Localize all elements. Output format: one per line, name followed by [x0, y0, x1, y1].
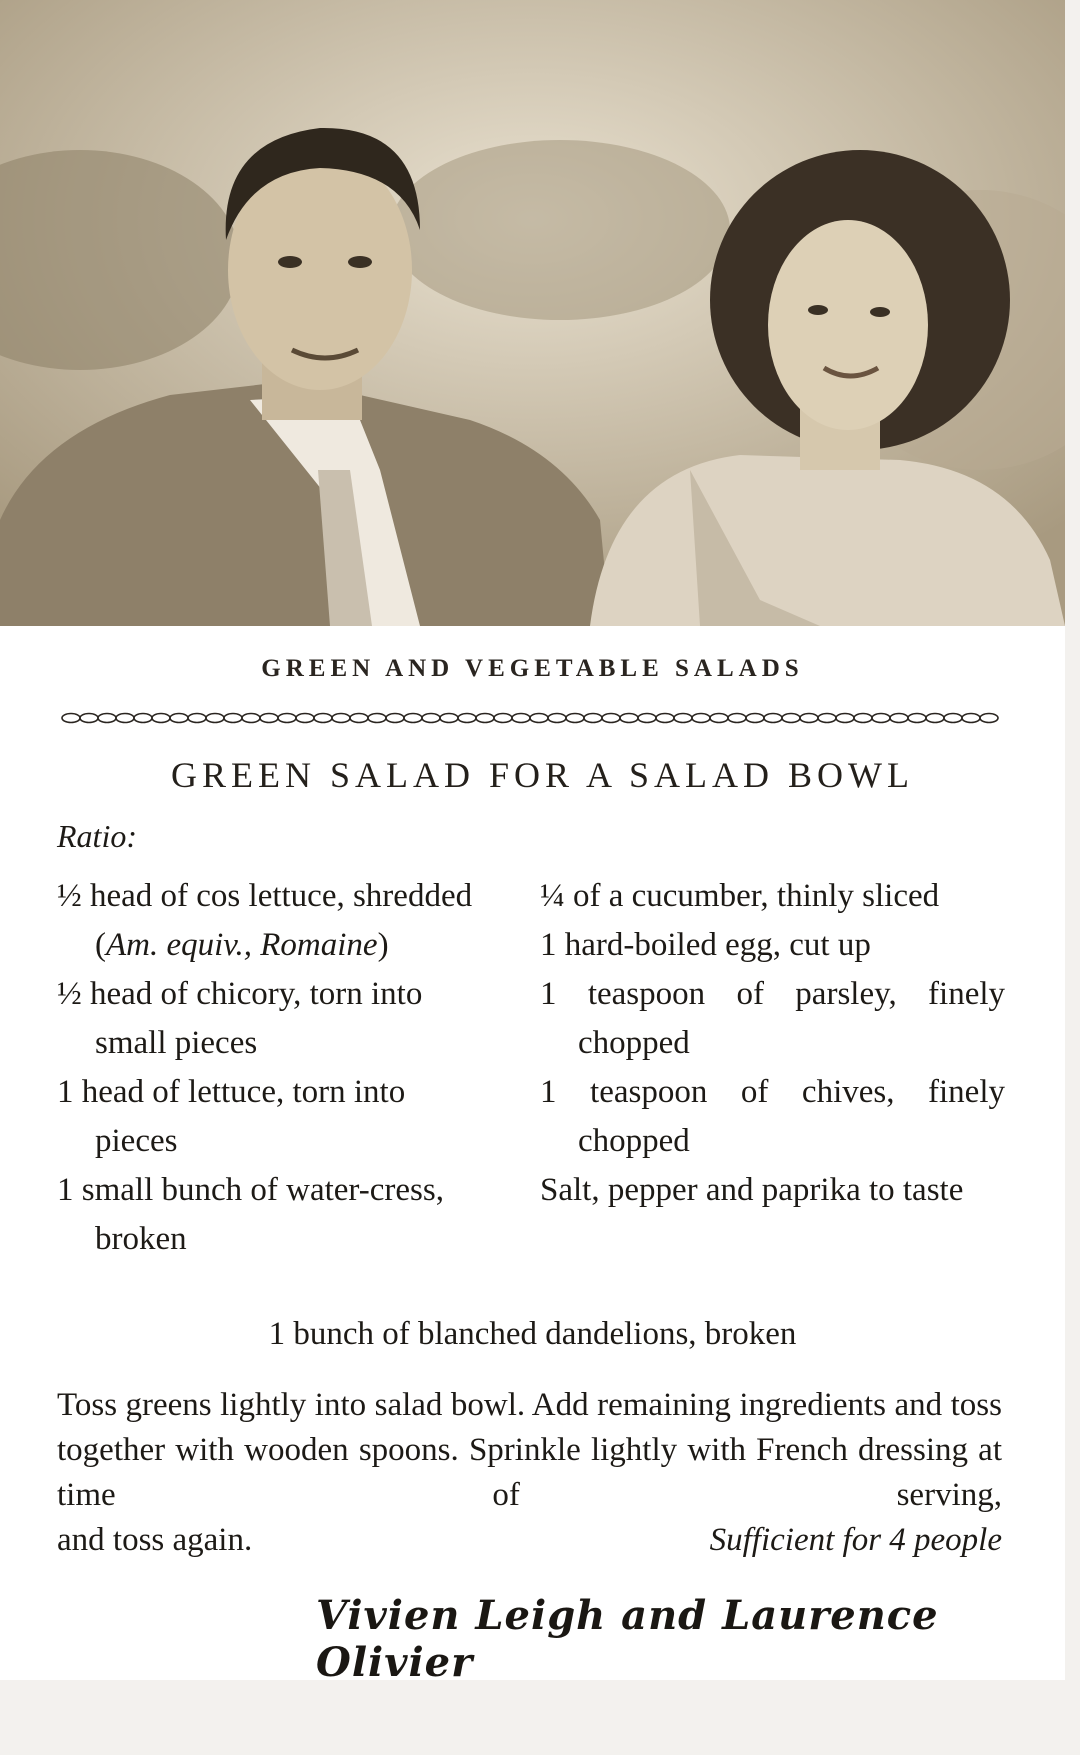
ingredient-item: ½ head of cos lettuce, shredded (Am. equiv., Romaine) — [57, 878, 473, 963]
ingredient-item: ½ head of chicory, torn into small pieces — [57, 976, 423, 1061]
ratio-label: Ratio: — [57, 818, 137, 854]
ingredients-right-column — [540, 872, 1005, 1215]
ingredient-item: ¼ of a cucumber, thinly sliced — [540, 878, 940, 914]
ingredient-item: 1 head of lettuce, torn into pieces — [57, 1074, 406, 1159]
ingredient-item: 1 hard-boiled egg, cut up — [540, 927, 871, 963]
method-ending: and toss again. — [57, 1522, 253, 1558]
ingredient-centered: 1 bunch of blanched dandelions, broken — [268, 1316, 797, 1352]
ingredient-item: 1 teaspoon of parsley, finely chopped — [540, 976, 1006, 1061]
signature: Vivien Leigh and Laurence Olivier — [316, 1592, 939, 1686]
method-text: Toss greens lightly into salad bowl. Add remaining ingredients and toss together with wooden spoons. Sprinkle lightly with French dressing at time of serving, — [57, 1387, 1002, 1513]
section-heading: GREEN AND VEGETABLE SALADS — [261, 655, 804, 682]
portrait-photo — [0, 0, 1065, 626]
ingredient-item: 1 small bunch of water-cress, broken — [57, 1172, 444, 1257]
yield-note: Sufficient for 4 people — [709, 1522, 1002, 1558]
method-last-line — [57, 1518, 1002, 1563]
recipe-title: GREEN SALAD FOR A SALAD BOWL — [170, 755, 915, 795]
ingredient-item: 1 teaspoon of chives, finely chopped — [540, 1074, 1005, 1159]
ornamental-rule — [56, 706, 1004, 730]
ingredient-item: Salt, pepper and paprika to taste — [540, 1172, 964, 1208]
ingredients-left-column — [57, 872, 487, 1264]
